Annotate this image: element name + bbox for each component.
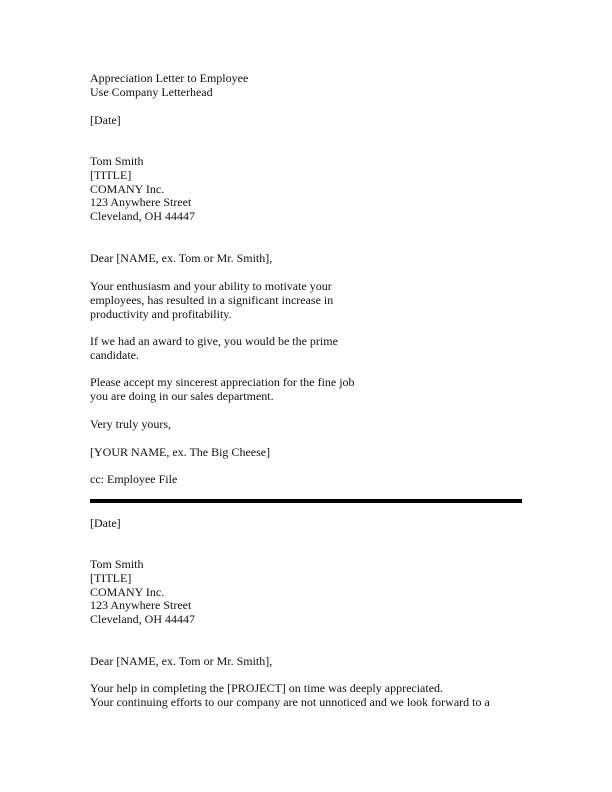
letter1-recipient-address [90,155,195,224]
recipient-company: COMANY Inc. [90,181,165,196]
paragraph-line: productivity and profitability. [90,306,232,321]
recipient-name: Tom Smith [90,557,144,571]
recipient-title: [TITLE] [90,570,132,585]
letter1-heading [90,72,248,100]
heading-line: Use Company Letterhead [90,84,213,99]
signature-line: [YOUR NAME, ex. The Big Cheese] [90,445,271,459]
letter1-signature [90,446,270,460]
letter2-salutation [90,655,272,669]
recipient-city: Cleveland, OH 44447 [90,612,195,627]
letter1-paragraph-2 [90,335,338,363]
recipient-street: 123 Anywhere Street [90,195,192,210]
recipient-company: COMANY Inc. [90,584,165,599]
date-line: [Date] [90,113,121,127]
recipient-city: Cleveland, OH 44447 [90,209,195,224]
letter1-cc [90,473,177,487]
letter1-paragraph-3 [90,376,355,404]
letter2-date [90,517,121,531]
paragraph-line: If we had an award to give, you would be the prime [90,334,338,348]
paragraph-line: Please accept my sincerest appreciation for the fine job [90,375,355,389]
letter2-recipient-address [90,558,195,627]
paragraph-line: candidate. [90,347,139,362]
recipient-name: Tom Smith [90,154,144,168]
closing-line: Very truly yours, [90,417,171,431]
paragraph-line: Your continuing efforts to our company are not unnoticed and we look forward to a [90,694,490,709]
heading-line: Appreciation Letter to Employee [90,71,249,85]
letter1-closing [90,418,171,432]
cc-line: cc: Employee File [90,472,178,486]
recipient-street: 123 Anywhere Street [90,598,192,613]
letter1-salutation [90,252,272,266]
letter1-paragraph-1 [90,280,333,321]
letter1-date [90,114,121,128]
paragraph-line: Your enthusiasm and your ability to motivate your [90,279,332,293]
recipient-title: [TITLE] [90,167,132,182]
paragraph-line: employees, has resulted in a significant increase in [90,292,334,307]
salutation-line: Dear [NAME, ex. Tom or Mr. Smith], [90,654,273,668]
salutation-line: Dear [NAME, ex. Tom or Mr. Smith], [90,251,273,265]
letter-divider [90,499,522,503]
letter2-paragraph-1 [90,682,490,710]
date-line: [Date] [90,516,121,530]
paragraph-line: you are doing in our sales department. [90,388,274,403]
paragraph-line: Your help in completing the [PROJECT] on time was deeply appreciated. [90,681,444,695]
